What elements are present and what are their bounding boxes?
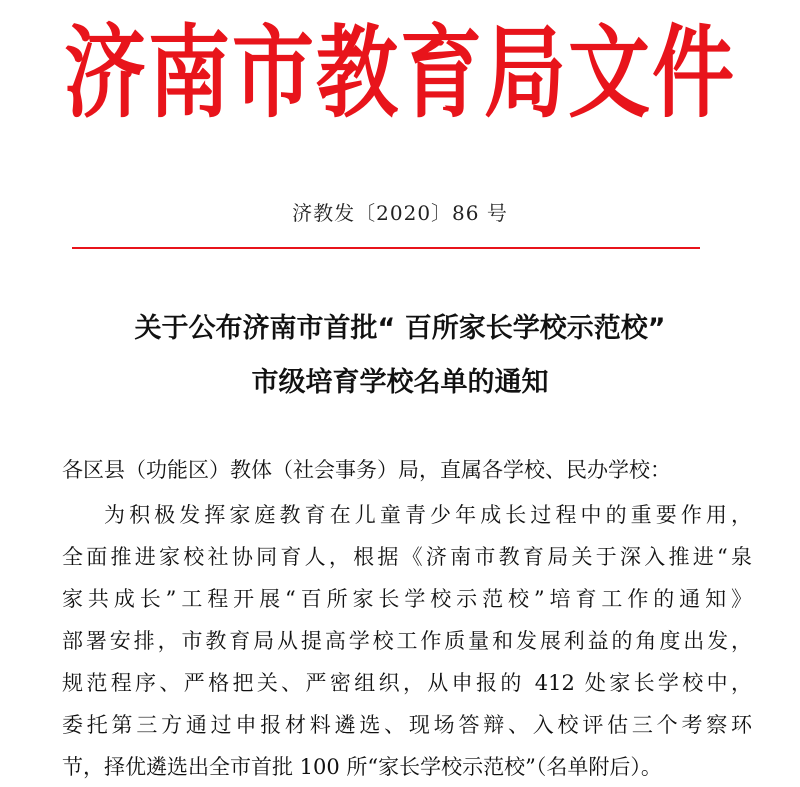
paragraph-line: 为积极发挥家庭教育在儿童青少年成长过程中的重要作用，: [104, 503, 752, 527]
masthead-title: 济南市教育局文件: [63, 14, 736, 132]
paragraph-line: 节，择优遴选出全市首批 100 所“家长学校示范校”（名单附后）。: [62, 755, 662, 779]
salutation: 各区县（功能区）教体（社会事务）局，直属各学校、民办学校：: [62, 458, 671, 482]
paragraph-line: 委托第三方通过申报材料遴选、现场答辩、入校评估三个考察环: [62, 713, 752, 737]
notice-title-line-1: 关于公布济南市首批“ 百所家长学校示范校”: [134, 313, 666, 344]
document-number: 济教发〔2020〕86 号: [292, 201, 508, 225]
notice-title-line-2: 市级培育学校名单的通知: [251, 367, 549, 398]
paragraph-line: 全面推进家校社协同育人，根据《济南市教育局关于深入推进“泉: [62, 545, 752, 569]
paragraph-line: 规范程序、严格把关、严密组织，从申报的 412 处家长学校中，: [62, 671, 752, 695]
paragraph-line: 家共成长”工程开展“百所家长学校示范校”培育工作的通知》: [62, 587, 752, 611]
paragraph-line: 部署安排，市教育局从提高学校工作质量和发展利益的角度出发，: [62, 629, 752, 653]
red-divider-line: [72, 247, 700, 249]
